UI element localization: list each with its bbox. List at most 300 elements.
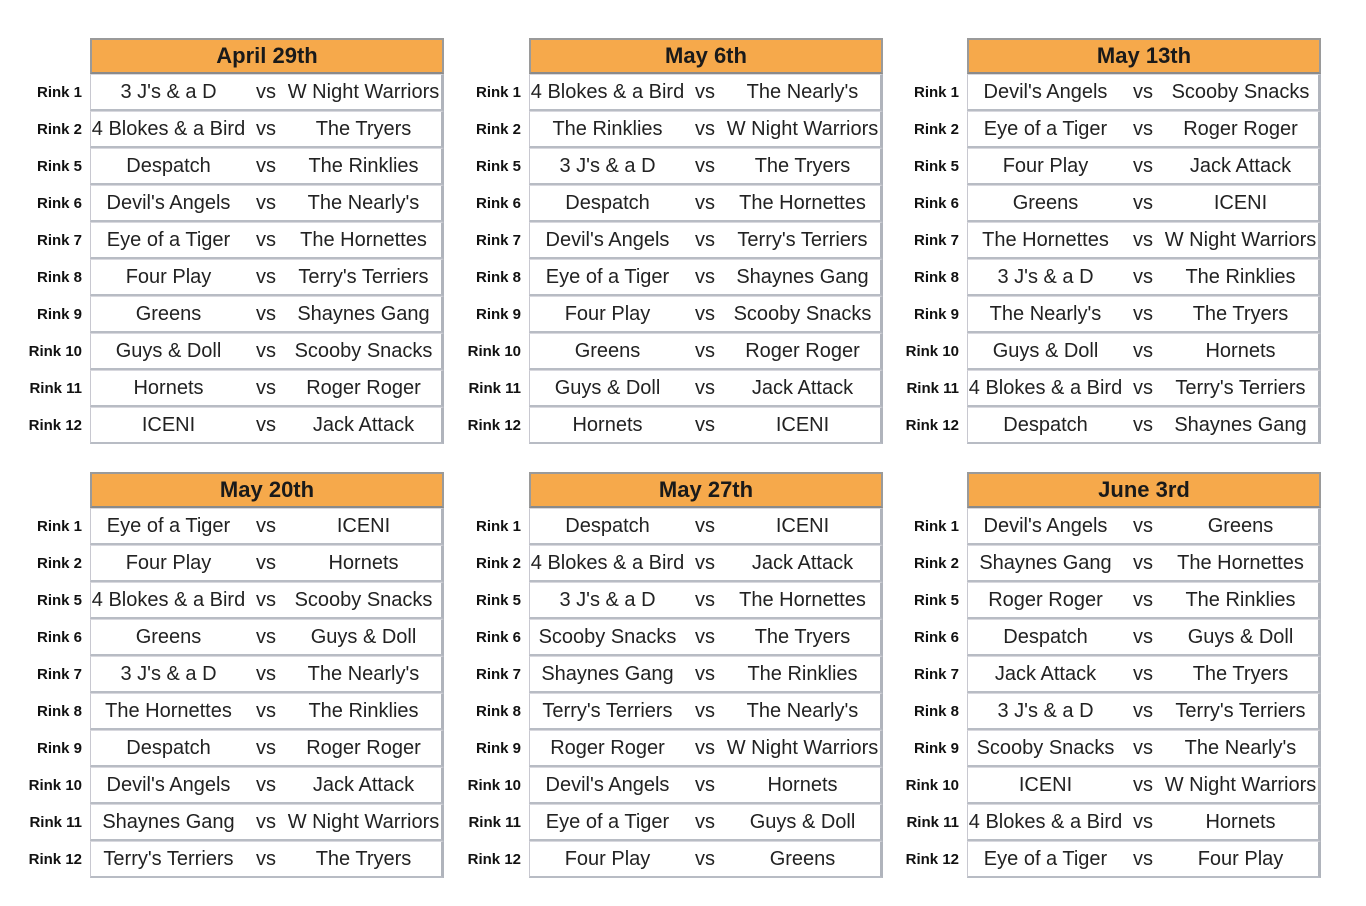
away-team: The Tryers [754, 154, 851, 177]
away-team: Jack Attack [312, 413, 415, 436]
versus-label: vs [695, 80, 715, 103]
rink-label: Rink 7 [475, 666, 521, 683]
rink-label: Rink 8 [36, 703, 82, 720]
match-cell [90, 74, 444, 111]
fixture-row [10, 730, 450, 767]
versus-label: vs [256, 773, 276, 796]
fixture-row [887, 333, 1327, 370]
away-team: The Rinklies [308, 154, 419, 177]
home-team: Guys & Doll [554, 376, 661, 399]
fixture-row [10, 767, 450, 804]
versus-label: vs [695, 154, 715, 177]
versus-label: vs [1133, 191, 1153, 214]
home-team: Devil's Angels [545, 773, 670, 796]
home-team: 4 Blokes & a Bird [530, 80, 685, 103]
home-team: Eye of a Tiger [106, 514, 231, 537]
versus-label: vs [695, 191, 715, 214]
away-team: ICENI [1213, 191, 1268, 214]
away-team: Jack Attack [1189, 154, 1292, 177]
versus-label: vs [256, 265, 276, 288]
fixture-row [887, 656, 1327, 693]
versus-label: vs [256, 191, 276, 214]
fixture-row [449, 407, 889, 444]
match-cell [90, 619, 444, 656]
home-team: Hornets [572, 413, 643, 436]
home-team: Four Play [564, 302, 651, 325]
fixture-row [10, 185, 450, 222]
away-team: Hornets [767, 773, 838, 796]
away-team: Guys & Doll [310, 625, 417, 648]
away-team: The Rinklies [308, 699, 419, 722]
home-team: Roger Roger [988, 588, 1103, 611]
versus-label: vs [1133, 847, 1153, 870]
home-team: 3 J's & a D [997, 265, 1094, 288]
fixture-row [449, 259, 889, 296]
rink-label: Rink 10 [28, 777, 82, 794]
away-team: W Night Warriors [287, 810, 440, 833]
home-team: Four Play [564, 847, 651, 870]
versus-label: vs [1133, 551, 1153, 574]
away-team: Shaynes Gang [1174, 413, 1307, 436]
fixture-row [449, 693, 889, 730]
fixture-row [887, 148, 1327, 185]
fixture-row [887, 693, 1327, 730]
rink-label: Rink 5 [36, 158, 82, 175]
match-cell [529, 693, 883, 730]
match-cell [529, 656, 883, 693]
away-team: The Nearly's [746, 699, 859, 722]
fixture-row [887, 74, 1327, 111]
match-cell [90, 545, 444, 582]
match-cell [529, 259, 883, 296]
versus-label: vs [1133, 514, 1153, 537]
home-team: Roger Roger [550, 736, 665, 759]
fixture-row [449, 619, 889, 656]
fixture-row [449, 296, 889, 333]
rink-label: Rink 5 [36, 592, 82, 609]
match-cell [529, 508, 883, 545]
rink-label: Rink 9 [475, 740, 521, 757]
away-team: The Nearly's [307, 191, 420, 214]
rink-label: Rink 7 [913, 232, 959, 249]
home-team: Despatch [565, 514, 650, 537]
match-cell [90, 508, 444, 545]
versus-label: vs [695, 847, 715, 870]
away-team: ICENI [775, 514, 830, 537]
home-team: Eye of a Tiger [545, 810, 670, 833]
away-team: The Tryers [754, 625, 851, 648]
away-team: The Nearly's [1184, 736, 1297, 759]
fixture-row [449, 508, 889, 545]
home-team: 3 J's & a D [120, 662, 217, 685]
home-team: 4 Blokes & a Bird [968, 810, 1123, 833]
home-team: Despatch [126, 736, 211, 759]
versus-label: vs [695, 773, 715, 796]
home-team: Hornets [133, 376, 204, 399]
away-team: The Rinklies [747, 662, 858, 685]
home-team: 4 Blokes & a Bird [968, 376, 1123, 399]
match-cell [967, 582, 1321, 619]
rink-label: Rink 7 [36, 232, 82, 249]
fixture-row [887, 545, 1327, 582]
away-team: Jack Attack [751, 376, 854, 399]
match-cell [967, 508, 1321, 545]
rink-label: Rink 11 [906, 380, 959, 397]
away-team: Hornets [1205, 810, 1276, 833]
away-team: Scooby Snacks [294, 588, 433, 611]
versus-label: vs [1133, 154, 1153, 177]
home-team: ICENI [141, 413, 196, 436]
versus-label: vs [1133, 662, 1153, 685]
rink-label: Rink 12 [467, 851, 521, 868]
rink-label: Rink 11 [906, 814, 959, 831]
match-cell [529, 730, 883, 767]
versus-label: vs [256, 699, 276, 722]
match-cell [529, 407, 883, 444]
away-team: Four Play [1197, 847, 1284, 870]
rink-label: Rink 5 [475, 158, 521, 175]
versus-label: vs [695, 662, 715, 685]
versus-label: vs [695, 514, 715, 537]
versus-label: vs [1133, 699, 1153, 722]
fixture-row [887, 767, 1327, 804]
versus-label: vs [695, 625, 715, 648]
rink-label: Rink 6 [475, 195, 521, 212]
rink-label: Rink 11 [468, 814, 521, 831]
date-header: May 27th [529, 472, 883, 508]
match-cell [967, 333, 1321, 370]
fixture-row [449, 185, 889, 222]
away-team: Jack Attack [312, 773, 415, 796]
versus-label: vs [1133, 339, 1153, 362]
rink-label: Rink 2 [913, 121, 959, 138]
versus-label: vs [1133, 773, 1153, 796]
home-team: Greens [135, 302, 202, 325]
away-team: The Rinklies [1185, 265, 1296, 288]
away-team: The Hornettes [300, 228, 427, 251]
home-team: 4 Blokes & a Bird [530, 551, 685, 574]
versus-label: vs [1133, 736, 1153, 759]
away-team: W Night Warriors [726, 736, 879, 759]
versus-label: vs [695, 228, 715, 251]
fixture-row [887, 804, 1327, 841]
match-cell [967, 74, 1321, 111]
away-team: Jack Attack [751, 551, 854, 574]
away-team: The Tryers [315, 117, 412, 140]
away-team: Guys & Doll [749, 810, 856, 833]
away-team: Terry's Terriers [1175, 699, 1306, 722]
versus-label: vs [256, 551, 276, 574]
versus-label: vs [695, 413, 715, 436]
rink-label: Rink 7 [913, 666, 959, 683]
home-team: Devil's Angels [545, 228, 670, 251]
rink-label: Rink 11 [468, 380, 521, 397]
home-team: Devil's Angels [983, 80, 1108, 103]
fixture-row [449, 767, 889, 804]
fixture-row [10, 508, 450, 545]
rink-label: Rink 8 [913, 269, 959, 286]
rink-label: Rink 9 [913, 740, 959, 757]
rink-label: Rink 1 [913, 518, 959, 535]
versus-label: vs [695, 117, 715, 140]
match-cell [967, 656, 1321, 693]
match-cell [90, 148, 444, 185]
rink-label: Rink 5 [913, 158, 959, 175]
rink-label: Rink 11 [29, 814, 82, 831]
match-cell [529, 582, 883, 619]
match-cell [967, 370, 1321, 407]
match-cell [967, 296, 1321, 333]
rink-label: Rink 6 [36, 629, 82, 646]
date-header: May 6th [529, 38, 883, 74]
home-team: Despatch [126, 154, 211, 177]
rink-label: Rink 9 [36, 740, 82, 757]
fixture-row [449, 582, 889, 619]
fixture-row [449, 545, 889, 582]
rink-label: Rink 10 [467, 343, 521, 360]
away-team: Roger Roger [1183, 117, 1298, 140]
match-cell [967, 841, 1321, 878]
versus-label: vs [695, 810, 715, 833]
fixture-block [887, 472, 1327, 878]
match-cell [967, 730, 1321, 767]
match-cell [529, 767, 883, 804]
home-team: Scooby Snacks [538, 625, 677, 648]
fixture-row [10, 148, 450, 185]
versus-label: vs [256, 662, 276, 685]
home-team: Jack Attack [994, 662, 1097, 685]
home-team: Terry's Terriers [103, 847, 234, 870]
match-cell [529, 111, 883, 148]
away-team: Terry's Terriers [1175, 376, 1306, 399]
away-team: Terry's Terriers [298, 265, 429, 288]
date-header: April 29th [90, 38, 444, 74]
away-team: Scooby Snacks [1171, 80, 1310, 103]
versus-label: vs [256, 117, 276, 140]
fixture-row [10, 259, 450, 296]
away-team: Scooby Snacks [294, 339, 433, 362]
match-cell [529, 619, 883, 656]
away-team: ICENI [775, 413, 830, 436]
match-cell [967, 767, 1321, 804]
home-team: Greens [574, 339, 641, 362]
versus-label: vs [256, 847, 276, 870]
home-team: Greens [135, 625, 202, 648]
fixture-row [887, 259, 1327, 296]
versus-label: vs [1133, 810, 1153, 833]
rink-label: Rink 5 [475, 592, 521, 609]
rink-label: Rink 6 [36, 195, 82, 212]
versus-label: vs [256, 228, 276, 251]
fixture-row [887, 222, 1327, 259]
rink-label: Rink 12 [28, 851, 82, 868]
fixture-row [887, 370, 1327, 407]
versus-label: vs [1133, 302, 1153, 325]
match-cell [90, 656, 444, 693]
rink-label: Rink 10 [905, 343, 959, 360]
match-cell [967, 222, 1321, 259]
rink-label: Rink 10 [467, 777, 521, 794]
versus-label: vs [256, 339, 276, 362]
versus-label: vs [256, 154, 276, 177]
versus-label: vs [695, 588, 715, 611]
home-team: Eye of a Tiger [545, 265, 670, 288]
match-cell [529, 545, 883, 582]
match-cell [967, 545, 1321, 582]
match-cell [967, 619, 1321, 656]
match-cell [967, 693, 1321, 730]
rink-label: Rink 11 [29, 380, 82, 397]
home-team: Guys & Doll [992, 339, 1099, 362]
rink-label: Rink 2 [475, 555, 521, 572]
rink-label: Rink 2 [36, 555, 82, 572]
versus-label: vs [695, 339, 715, 362]
fixture-row [10, 222, 450, 259]
home-team: Four Play [125, 551, 212, 574]
versus-label: vs [695, 376, 715, 399]
rink-label: Rink 12 [905, 851, 959, 868]
versus-label: vs [1133, 413, 1153, 436]
rink-label: Rink 9 [913, 306, 959, 323]
home-team: Terry's Terriers [542, 699, 673, 722]
fixture-row [10, 296, 450, 333]
versus-label: vs [256, 736, 276, 759]
home-team: Devil's Angels [983, 514, 1108, 537]
fixture-row [449, 804, 889, 841]
rink-label: Rink 7 [36, 666, 82, 683]
fixture-row [887, 619, 1327, 656]
rink-label: Rink 6 [913, 195, 959, 212]
fixture-block [887, 38, 1327, 444]
match-cell [90, 333, 444, 370]
rink-label: Rink 6 [475, 629, 521, 646]
home-team: Shaynes Gang [102, 810, 235, 833]
match-cell [90, 111, 444, 148]
match-cell [967, 804, 1321, 841]
rink-label: Rink 1 [36, 84, 82, 101]
fixture-row [449, 656, 889, 693]
away-team: W Night Warriors [287, 80, 440, 103]
match-cell [529, 841, 883, 878]
home-team: The Hornettes [982, 228, 1109, 251]
match-cell [529, 333, 883, 370]
away-team: The Tryers [315, 847, 412, 870]
fixture-row [449, 148, 889, 185]
away-team: The Nearly's [746, 80, 859, 103]
versus-label: vs [1133, 228, 1153, 251]
versus-label: vs [1133, 625, 1153, 648]
fixture-row [449, 370, 889, 407]
away-team: Shaynes Gang [297, 302, 430, 325]
fixture-row [887, 508, 1327, 545]
match-cell [529, 74, 883, 111]
versus-label: vs [256, 625, 276, 648]
fixture-row [10, 582, 450, 619]
versus-label: vs [256, 588, 276, 611]
home-team: Eye of a Tiger [106, 228, 231, 251]
away-team: Greens [769, 847, 836, 870]
fixture-row [887, 407, 1327, 444]
fixture-block [10, 472, 450, 878]
rink-label: Rink 12 [467, 417, 521, 434]
fixture-row [449, 730, 889, 767]
rink-label: Rink 7 [475, 232, 521, 249]
match-cell [529, 148, 883, 185]
match-cell [90, 185, 444, 222]
match-cell [90, 730, 444, 767]
away-team: The Nearly's [307, 662, 420, 685]
away-team: Roger Roger [306, 736, 421, 759]
away-team: The Hornettes [1177, 551, 1304, 574]
match-cell [90, 222, 444, 259]
fixture-row [887, 730, 1327, 767]
home-team: Four Play [125, 265, 212, 288]
rink-label: Rink 2 [475, 121, 521, 138]
date-header: June 3rd [967, 472, 1321, 508]
versus-label: vs [1133, 588, 1153, 611]
home-team: Eye of a Tiger [983, 117, 1108, 140]
fixture-row [10, 804, 450, 841]
home-team: Eye of a Tiger [983, 847, 1108, 870]
away-team: W Night Warriors [1164, 228, 1317, 251]
home-team: 3 J's & a D [559, 588, 656, 611]
match-cell [967, 185, 1321, 222]
rink-label: Rink 9 [36, 306, 82, 323]
rink-label: Rink 1 [475, 84, 521, 101]
match-cell [90, 407, 444, 444]
versus-label: vs [1133, 265, 1153, 288]
versus-label: vs [695, 302, 715, 325]
match-cell [529, 296, 883, 333]
match-cell [529, 185, 883, 222]
rink-label: Rink 5 [913, 592, 959, 609]
rink-label: Rink 12 [28, 417, 82, 434]
fixture-row [887, 185, 1327, 222]
fixture-row [887, 582, 1327, 619]
fixture-row [449, 841, 889, 878]
away-team: Roger Roger [306, 376, 421, 399]
rink-label: Rink 8 [475, 703, 521, 720]
versus-label: vs [256, 413, 276, 436]
away-team: W Night Warriors [726, 117, 879, 140]
fixture-row [10, 545, 450, 582]
versus-label: vs [1133, 376, 1153, 399]
rink-label: Rink 8 [475, 269, 521, 286]
home-team: 4 Blokes & a Bird [91, 588, 246, 611]
rink-label: Rink 6 [913, 629, 959, 646]
fixture-row [449, 222, 889, 259]
versus-label: vs [1133, 117, 1153, 140]
fixture-row [10, 370, 450, 407]
away-team: Guys & Doll [1187, 625, 1294, 648]
match-cell [529, 222, 883, 259]
fixture-row [10, 407, 450, 444]
home-team: Greens [1012, 191, 1079, 214]
home-team: Four Play [1002, 154, 1089, 177]
home-team: Devil's Angels [106, 191, 231, 214]
home-team: The Nearly's [989, 302, 1102, 325]
match-cell [90, 767, 444, 804]
fixture-row [449, 333, 889, 370]
fixture-row [887, 296, 1327, 333]
home-team: The Rinklies [552, 117, 663, 140]
rink-label: Rink 2 [913, 555, 959, 572]
rink-label: Rink 1 [36, 518, 82, 535]
fixture-row [10, 693, 450, 730]
fixture-row [449, 74, 889, 111]
match-cell [90, 370, 444, 407]
home-team: Despatch [565, 191, 650, 214]
